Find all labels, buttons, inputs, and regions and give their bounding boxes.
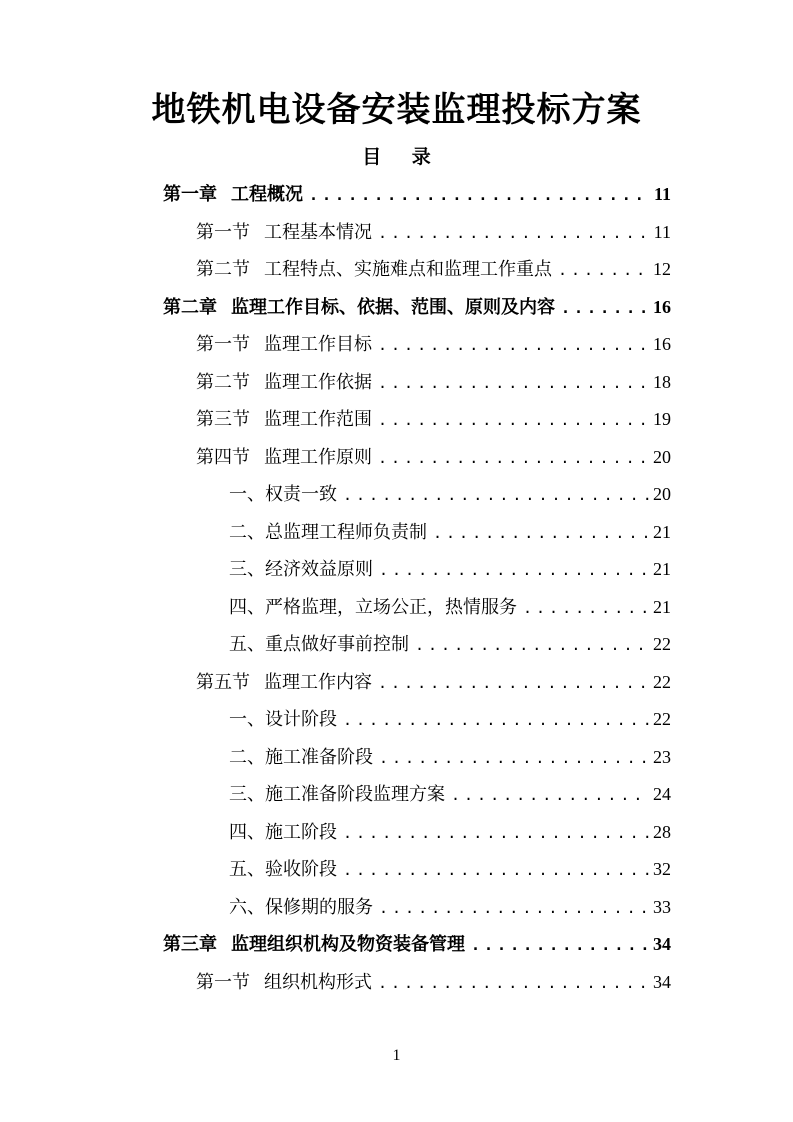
toc-entry-title	[229, 852, 337, 887]
toc-dot-leader	[378, 440, 649, 475]
toc-dot-leader	[378, 402, 649, 437]
toc-entry-number: 第二节	[196, 259, 250, 280]
toc-entry-label: 工程特点、实施难点和监理工作重点	[264, 259, 552, 280]
toc-entry-page: 19	[653, 409, 671, 429]
toc-entry-number: 第五节	[196, 671, 250, 693]
toc-entry-label: 监理工作内容	[264, 671, 372, 693]
toc-entry-number: 第二节	[196, 371, 250, 393]
toc-entry-label: 二、施工准备阶段	[229, 746, 373, 768]
toc-entry-number: 第二章	[163, 296, 217, 318]
toc-entry-title	[196, 252, 552, 287]
toc-dot-leader	[343, 702, 649, 737]
toc-entry-title	[196, 965, 372, 1000]
toc-entry-title	[229, 740, 373, 775]
toc-dot-leader	[379, 890, 649, 925]
toc-dot-leader	[378, 965, 649, 1000]
toc-entry-title	[229, 477, 337, 512]
document-title: 地铁机电设备安装监理投标方案	[151, 90, 642, 130]
toc-entry-number: 第一节	[196, 334, 250, 355]
toc-entry-title	[163, 290, 555, 325]
toc-entry-page: 21	[653, 596, 671, 617]
toc-dot-leader	[379, 740, 649, 775]
toc-entry[interactable]	[229, 476, 671, 512]
toc-dot-leader	[343, 815, 649, 850]
toc-entry-label: 二、总监理工程师负责制	[229, 521, 427, 543]
toc-entry-label: 四、施工阶段	[229, 821, 337, 843]
toc-entry-number: 第一节	[196, 971, 250, 993]
toc-entry-page: 24	[653, 784, 671, 804]
toc-entry-title	[163, 177, 303, 212]
toc-entry-label: 五、验收阶段	[229, 859, 337, 880]
toc-entry[interactable]	[229, 514, 671, 550]
toc-dot-leader	[561, 290, 649, 325]
toc-entry-label: 一、设计阶段	[229, 709, 337, 730]
toc-entry-page: 16	[653, 334, 671, 354]
toc-entry-label: 监理工作范围	[264, 409, 372, 430]
toc-entry-label: 四、严格监理，立场公正，热情服务	[229, 596, 517, 618]
toc-entry[interactable]	[196, 439, 671, 475]
toc-entry-page: 32	[653, 859, 671, 879]
toc-entry-label: 工程概况	[231, 184, 303, 205]
toc-dot-leader	[471, 927, 649, 962]
toc-entry[interactable]	[229, 551, 671, 587]
toc-dot-leader	[378, 327, 649, 362]
page-number: 1	[392, 1047, 401, 1064]
toc-entry-number: 第三节	[196, 409, 250, 430]
toc-entry[interactable]	[196, 214, 671, 250]
toc-entry[interactable]	[229, 889, 671, 925]
toc-entry[interactable]	[229, 814, 671, 850]
toc-entry-label: 监理工作目标	[264, 334, 372, 355]
toc-entry-page: 18	[653, 371, 671, 392]
toc-entry[interactable]	[229, 626, 671, 662]
toc-entry[interactable]	[229, 589, 671, 625]
toc-entry[interactable]	[163, 289, 671, 325]
toc-dot-leader	[523, 590, 649, 625]
toc-entry-label: 组织机构形式	[264, 971, 372, 993]
toc-dot-leader	[451, 777, 649, 812]
toc-entry-label: 五、重点做好事前控制	[229, 634, 409, 655]
toc-entry[interactable]	[229, 776, 671, 812]
toc-dot-leader	[378, 665, 649, 700]
toc-entry-title	[229, 590, 517, 625]
toc-dot-leader	[309, 177, 650, 212]
toc-entry-page: 22	[653, 634, 671, 654]
toc-entry-title	[229, 552, 373, 587]
toc-entry[interactable]	[196, 664, 671, 700]
toc-entry-title	[229, 702, 337, 737]
toc-entry-label: 监理工作目标、依据、范围、原则及内容	[231, 296, 555, 318]
toc-entry-label: 工程基本情况	[264, 221, 372, 243]
toc-entry-page: 12	[653, 259, 671, 279]
toc-entry-title	[229, 627, 409, 662]
toc-entry-page: 11	[653, 184, 671, 204]
toc-entry-page: 28	[653, 821, 671, 842]
toc-entry[interactable]	[196, 251, 671, 287]
toc-entry-label: 监理工作原则	[264, 446, 372, 468]
toc-entry-title	[196, 402, 372, 437]
toc-entry-title	[229, 890, 373, 925]
toc-entry-title	[229, 777, 445, 812]
toc-dot-leader	[343, 477, 649, 512]
toc-entry-label: 监理组织机构及物资装备管理	[231, 934, 465, 955]
toc-entry-page: 33	[653, 896, 671, 917]
toc-entry-page: 23	[653, 746, 671, 767]
toc-entry-title	[229, 515, 427, 550]
toc-entry[interactable]	[196, 326, 671, 362]
toc-entry[interactable]	[163, 176, 671, 212]
toc-entry[interactable]	[196, 364, 671, 400]
toc-dot-leader	[378, 365, 649, 400]
toc-entry-label: 六、保修期的服务	[229, 896, 373, 918]
toc-dot-leader	[558, 252, 649, 287]
toc-entry-title	[196, 665, 372, 700]
toc-entry-label: 一、权责一致	[229, 484, 337, 505]
toc-entry[interactable]	[229, 851, 671, 887]
toc-entry-page: 34	[653, 971, 671, 992]
toc-dot-leader	[415, 627, 649, 662]
toc-entry[interactable]	[163, 926, 671, 962]
toc-entry-title	[196, 440, 372, 475]
toc-entry-number: 第一节	[196, 221, 250, 243]
toc-dot-leader	[379, 552, 649, 587]
toc-entry-page: 11	[653, 221, 671, 242]
toc-entry-label: 三、经济效益原则	[229, 559, 373, 580]
toc-dot-leader	[378, 215, 650, 250]
toc-entry-page: 22	[653, 671, 671, 692]
toc-heading: 目 录	[362, 146, 443, 168]
toc-entry-page: 16	[653, 296, 671, 317]
toc-entry-number: 第三章	[163, 934, 217, 955]
toc-entry-title	[196, 365, 372, 400]
toc-entry[interactable]	[229, 739, 671, 775]
toc-entry-page: 21	[653, 559, 671, 579]
toc-entry[interactable]	[229, 701, 671, 737]
toc-entry-label: 监理工作依据	[264, 371, 372, 393]
toc-entry-page: 22	[653, 709, 671, 729]
toc-entry[interactable]	[196, 401, 671, 437]
toc-entry-number: 第四节	[196, 446, 250, 468]
toc-entry-label: 三、施工准备阶段监理方案	[229, 784, 445, 805]
toc-entry-page: 20	[653, 484, 671, 504]
toc-dot-leader	[343, 852, 649, 887]
toc-entry[interactable]	[196, 964, 671, 1000]
toc-dot-leader	[433, 515, 649, 550]
toc-entry-page: 21	[653, 521, 671, 542]
toc-entry-number: 第一章	[163, 184, 217, 205]
toc-entry-page: 20	[653, 446, 671, 467]
toc-entry-page: 34	[653, 934, 671, 954]
toc-entry-title	[196, 215, 372, 250]
toc-entry-title	[196, 327, 372, 362]
toc-entry-title	[163, 927, 465, 962]
toc-entry-title	[229, 815, 337, 850]
